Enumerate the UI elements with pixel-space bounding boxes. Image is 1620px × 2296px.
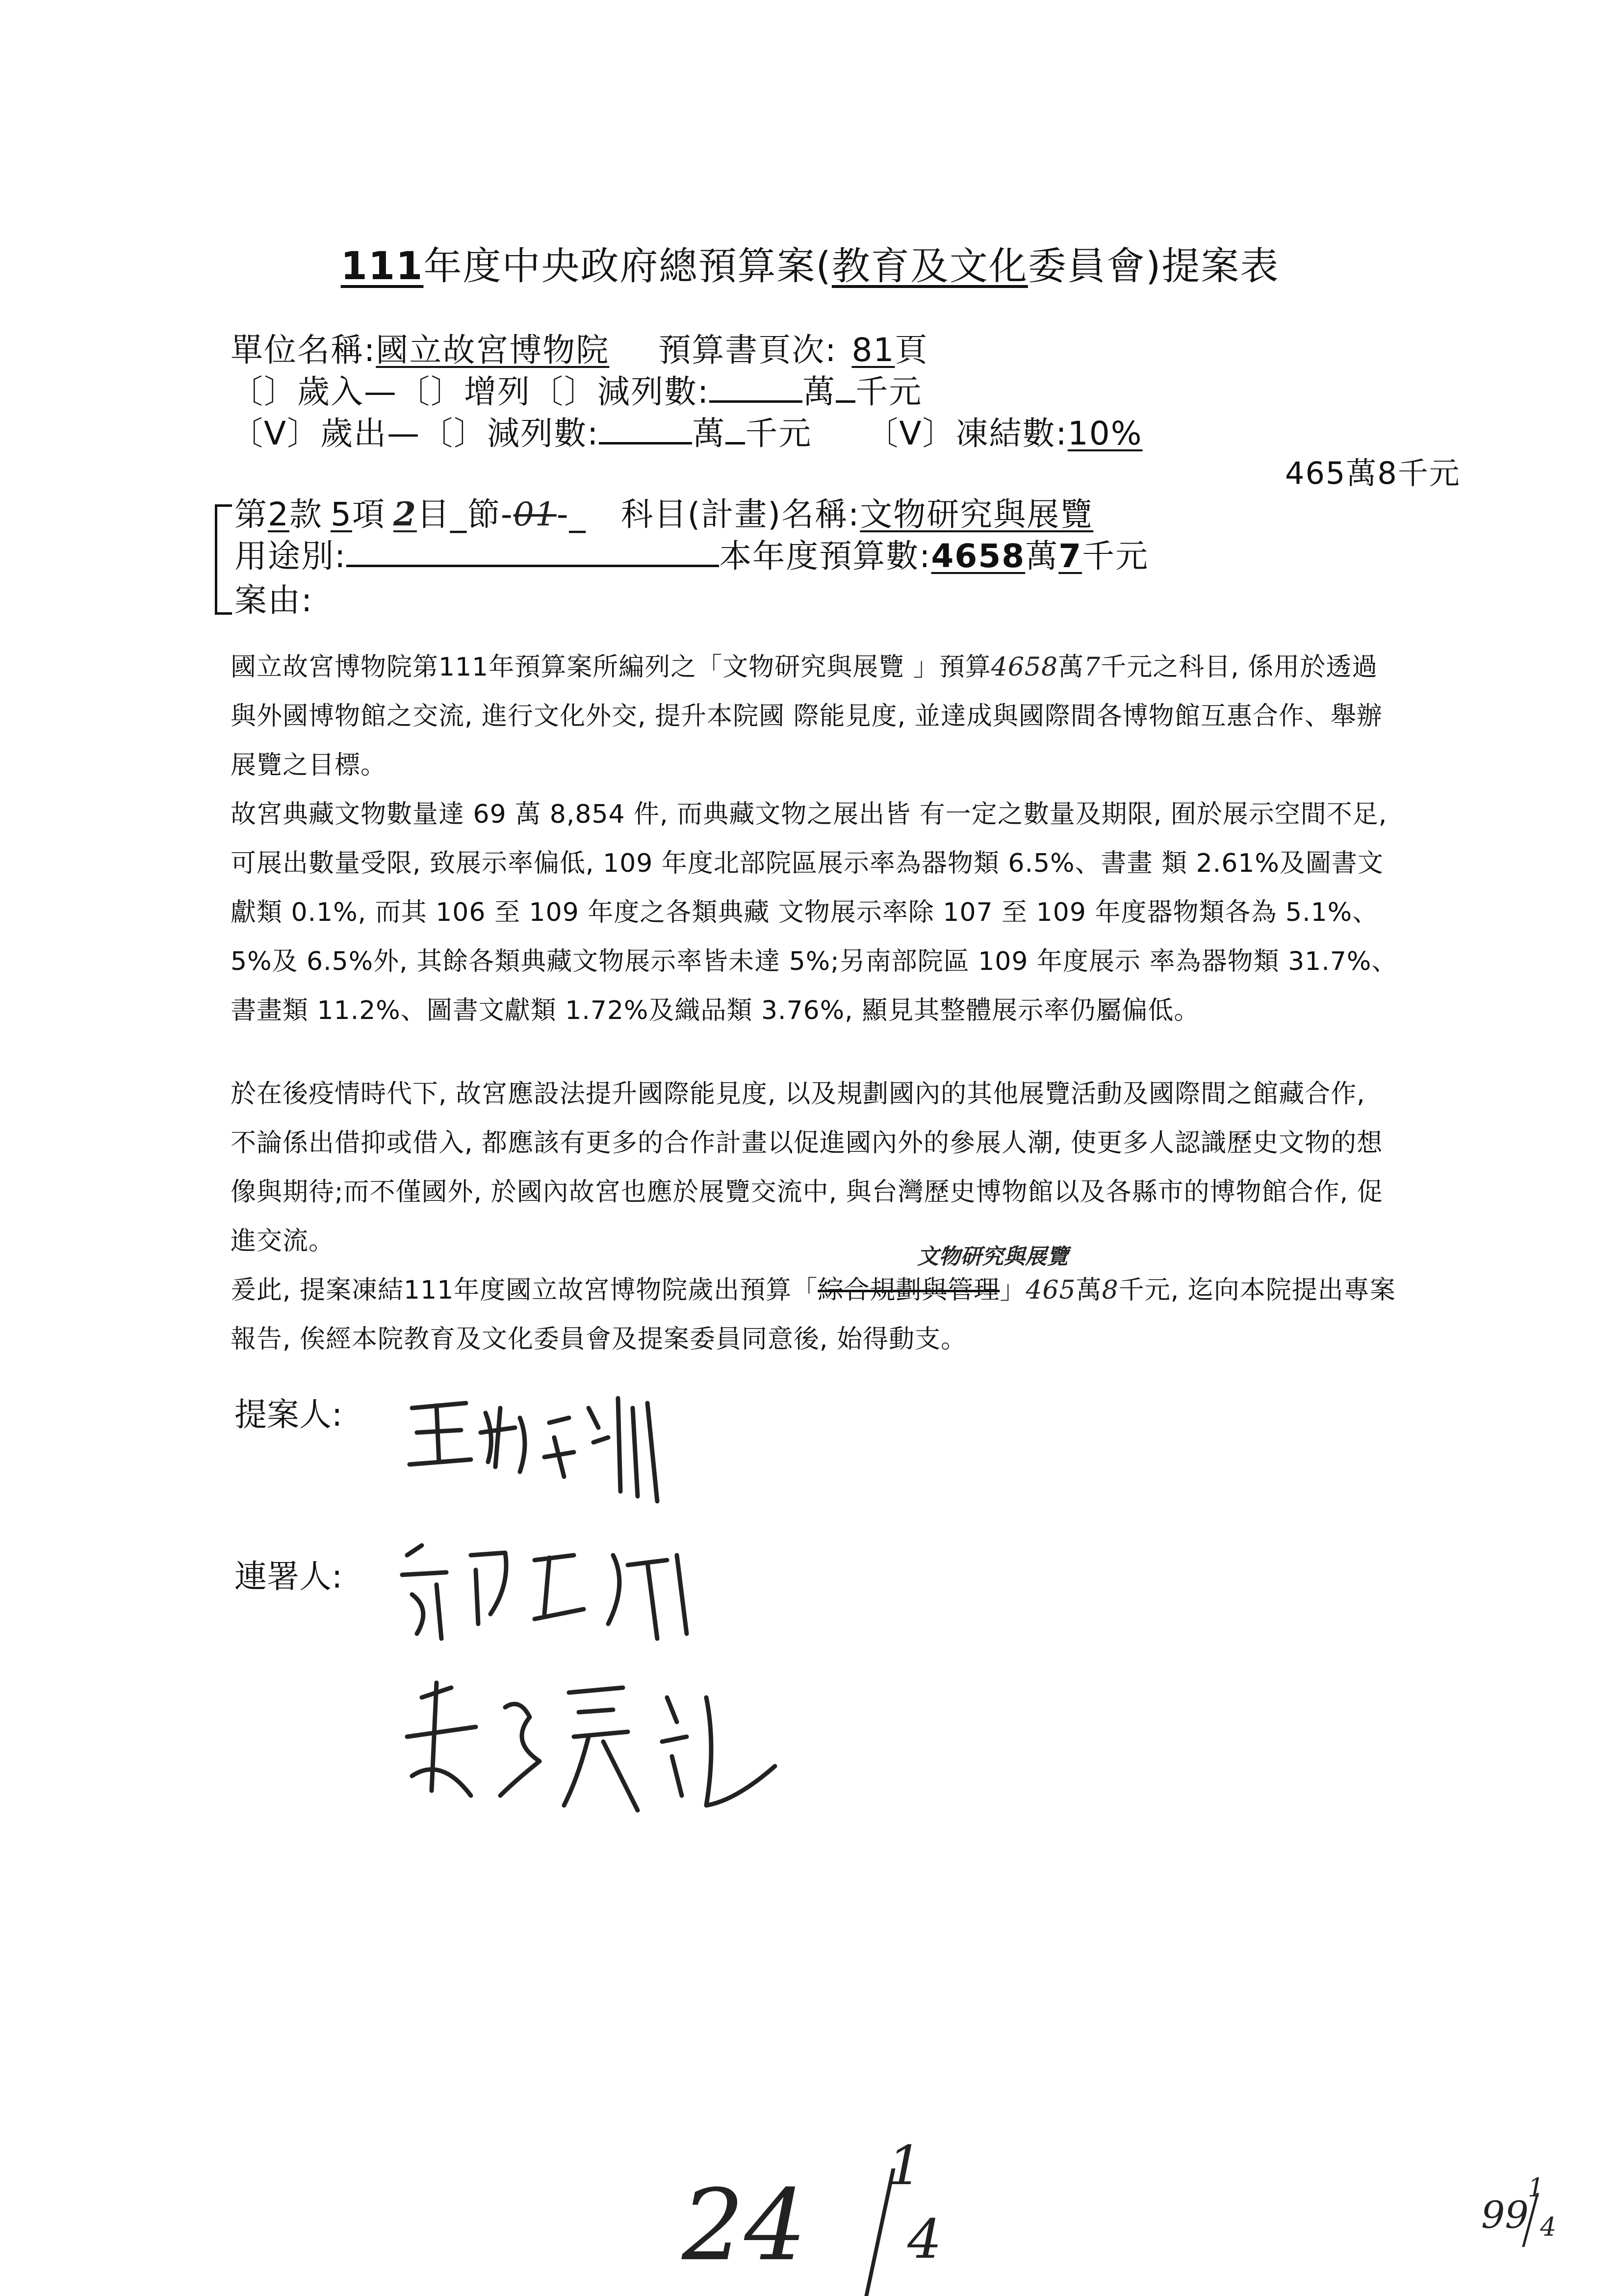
subject-kuan: 款	[289, 496, 323, 533]
usage-label: 用途別:	[234, 537, 347, 575]
paragraph-2: 故宮典藏文物數量達 69 萬 8,854 件, 而典藏文物之展出皆 有一定之數量及期限, 囿於展示空間不足, 可展出數量受限, 致展示率偏低, 109 年度北部院區展示率為器物類 6.5%、書畫 類 2.61%及圖書文獻類 0.1%, 而其 106 至 109 年度之各類典藏 文物展示率除 107 至 109 年度器物類各為 5.1%、5%及 6.5%外, 其餘各類典藏文物展示率皆未達 5%;另南部院區 109 年度展示 率為器物類 31.7%、書畫類 11.2%、圖書文獻類 1.72%及織品類 3.76%, 顯見其整體展示率仍屬偏低。	[231, 800, 1398, 1025]
expense-row	[231, 407, 1142, 454]
subject-row	[234, 488, 1093, 535]
page-value: 81	[851, 331, 895, 369]
proposer-signature	[402, 1379, 677, 1506]
corner-frac-top: 1	[1528, 2173, 1544, 2203]
reason-label: 案由:	[234, 581, 313, 619]
page-title	[0, 235, 1620, 290]
unit-name: 國立故宮博物院	[376, 331, 610, 369]
subject-mu-num: 2	[393, 495, 417, 533]
cosigner-label: 連署人:	[234, 1558, 343, 1595]
unit-row	[231, 324, 928, 370]
unit-label: 單位名稱:	[231, 331, 376, 369]
title-part2: 委員會)提案表	[1028, 244, 1280, 288]
subject-name-label: 科目(計畫)名稱:	[620, 496, 860, 533]
subject-jie-num: 01	[513, 496, 557, 533]
usage-blank	[346, 535, 719, 567]
revenue-wan: 萬	[802, 373, 836, 411]
budget-label: 本年度預算數:	[719, 537, 931, 575]
corner-number: 99	[1481, 2193, 1529, 2237]
revenue-row	[231, 365, 922, 412]
freeze-value: 10%	[1067, 415, 1143, 452]
subject-jie-suffix: -_	[556, 496, 587, 533]
expense-text: 〔V〕歲出—〔〕減列數:	[231, 415, 599, 452]
paragraph-4	[231, 1266, 1398, 1364]
budget-qian-unit: 千元	[1082, 537, 1149, 575]
subject-jie-prefix: _節-	[450, 496, 514, 533]
freeze-amount-note: 465萬8千元	[1285, 455, 1461, 491]
paragraph-4-mid: 」	[1000, 1276, 1026, 1305]
revenue-wan-blank	[709, 371, 802, 403]
revenue-qian: 千元	[855, 373, 923, 411]
subject-di: 第	[234, 496, 268, 533]
page-number-hand: 24	[682, 2168, 807, 2283]
budget-wan: 4658	[931, 537, 1026, 575]
page-unit: 頁	[895, 331, 928, 369]
subject-bracket	[215, 504, 232, 615]
paragraph-4-after: 千元, 迄向本院提出專案報告, 俟經本院教育及文化委員會及提案委員同意後, 始得動支。	[231, 1276, 1396, 1354]
paragraph-3: 於在後疫情時代下, 故宮應設法提升國際能見度, 以及規劃國內的其他展覽活動及國際間之館藏合作, 不論係出借抑或借入, 都應該有更多的合作計畫以促進國內外的參展人潮, 使更多人認識歷史文物的想像與期待;而不僅國外, 於國內故宮也應於展覽交流中, 與台灣歷史博物館以及各縣市的博物館合作, 促進交流。	[231, 1079, 1383, 1256]
cosigner-signature-1	[392, 1526, 706, 1653]
paragraph-4-hand-qian: 8	[1102, 1276, 1119, 1305]
subject-mu: 目	[416, 496, 450, 533]
title-part1: 年度中央政府總預算案(	[423, 244, 832, 288]
expense-qian: 千元	[745, 415, 812, 452]
paragraph-1-hand-qian: 7	[1084, 652, 1101, 682]
paragraph-1-wan: 萬	[1058, 652, 1084, 682]
paragraph-4-before: 爰此, 提案凍結111年度國立故宮博物院歲出預算「	[231, 1276, 818, 1305]
subject-xiang: 項	[352, 496, 386, 533]
cosigner-signature-2	[392, 1668, 785, 1830]
page-number-frac-bottom: 4	[907, 2208, 942, 2270]
paragraph-1-hand-wan: 4658	[991, 652, 1058, 682]
budget-wan-unit: 萬	[1025, 537, 1059, 575]
page-label: 預算書頁次:	[658, 331, 837, 369]
corner-frac-bottom: 4	[1540, 2213, 1557, 2242]
proposer-label: 提案人:	[234, 1396, 343, 1434]
budget-qian: 7	[1058, 537, 1082, 575]
revenue-qian-blank	[836, 371, 855, 403]
usage-row	[234, 530, 1149, 576]
page-number-frac-top: 1	[888, 2134, 922, 2197]
subject-kuan-num: 2	[268, 496, 289, 533]
revenue-text: 〔〕歲入—〔〕增列〔〕減列數:	[231, 373, 710, 411]
expense-wan-blank	[599, 413, 692, 444]
paragraph-1-before: 國立故宮博物院第111年預算案所編列之「文物研究與展覽 」預算	[231, 652, 991, 682]
paragraph-1	[231, 643, 1398, 790]
paragraph-4-hand-wan: 465	[1026, 1276, 1076, 1305]
paragraph-4-hand-name: 文物研究與展覽	[917, 1244, 1068, 1269]
freeze-label: 〔V〕凍結數:	[866, 415, 1068, 452]
expense-qian-blank	[725, 413, 745, 444]
expense-wan: 萬	[692, 415, 726, 452]
subject-name-value: 文物研究與展覽	[860, 496, 1094, 533]
title-committee: 教育及文化	[831, 244, 1028, 288]
paragraph-1-after: 千元之科目, 係用於透過與外國博物館之交流, 進行文化外交, 提升本院國 際能見度, 並達成與國際間各博物館互惠合作、舉辦展覽之目標。	[231, 652, 1383, 780]
subject-xiang-num: 5	[331, 496, 352, 533]
title-year: 111	[340, 244, 424, 288]
paragraph-4-struck-name: 綜合規劃與管理	[818, 1276, 1000, 1305]
paragraph-4-wan: 萬	[1076, 1276, 1102, 1305]
